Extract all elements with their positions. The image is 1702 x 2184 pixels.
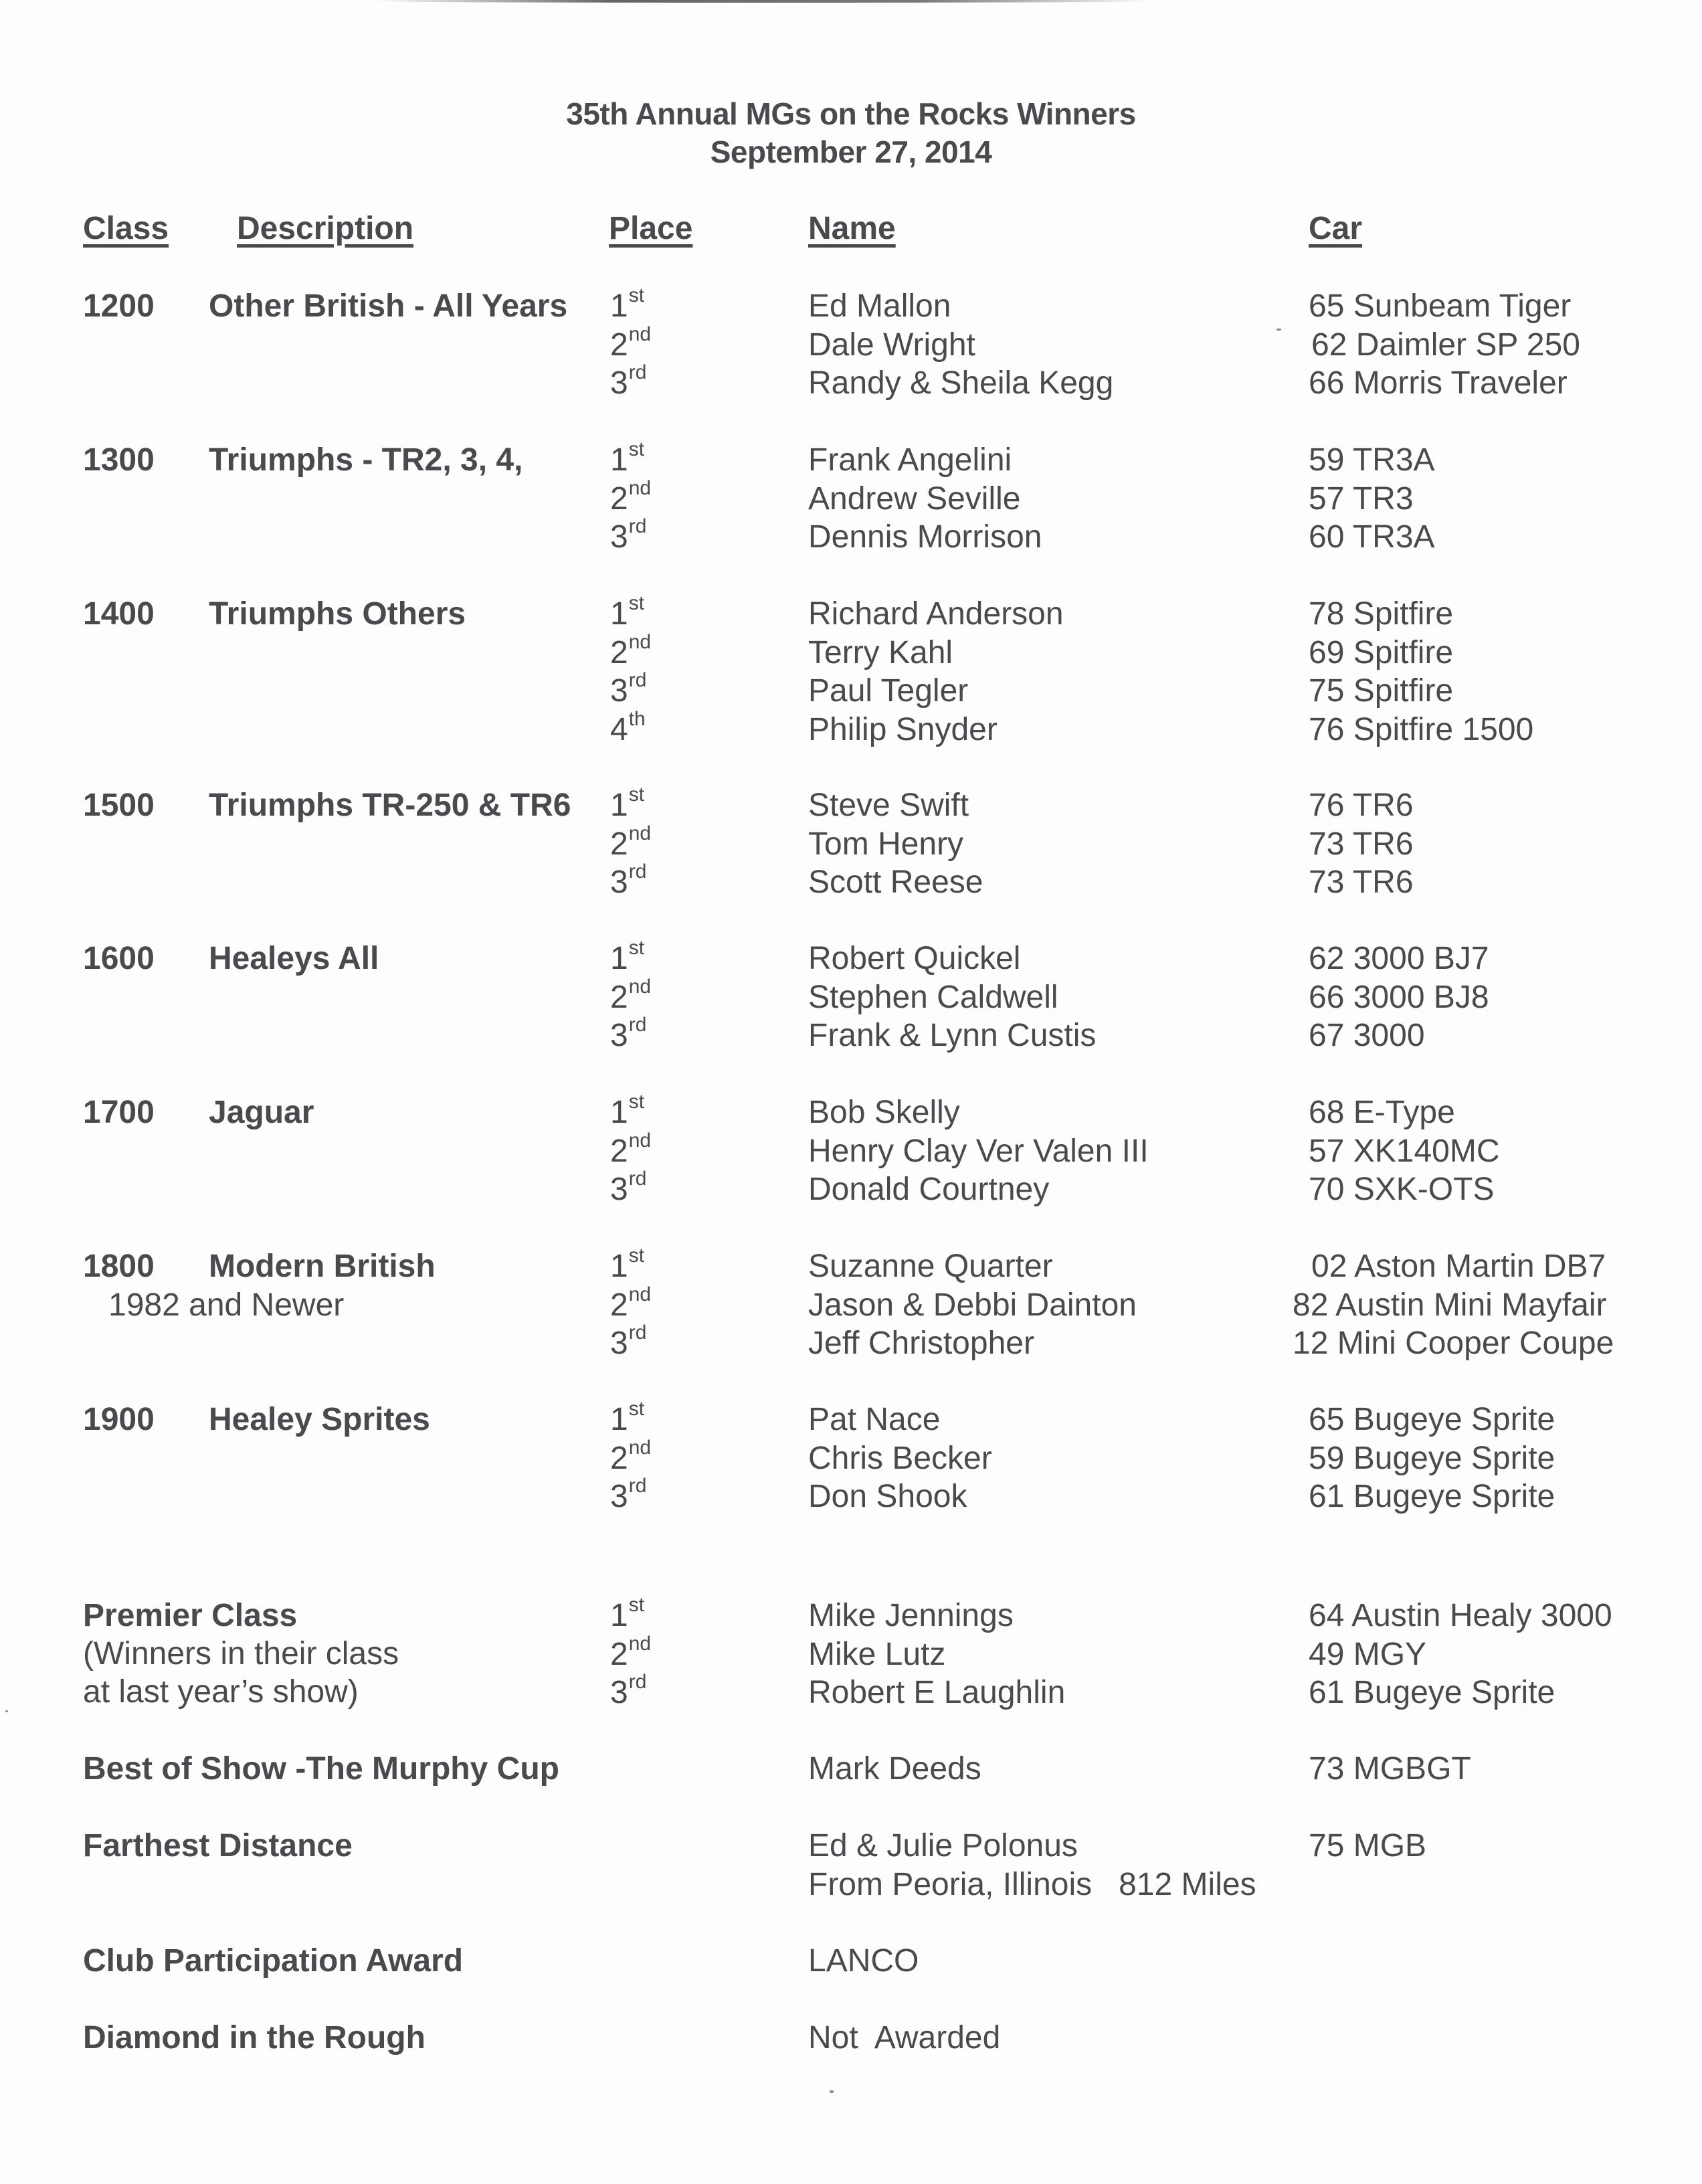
place-number: 2 xyxy=(610,1133,628,1169)
winner-car: 62 Daimler SP 250 xyxy=(1311,327,1580,363)
place-number: 2 xyxy=(610,1440,628,1476)
winner-name: Randy & Sheila Kegg xyxy=(808,365,1114,401)
class-code: 1900 xyxy=(83,1402,155,1437)
award-car: 73 MGBGT xyxy=(1309,1751,1471,1787)
winner-name: Mike Jennings xyxy=(808,1598,1014,1633)
class-code: 1200 xyxy=(83,288,155,324)
document-date: September 27, 2014 xyxy=(710,134,992,169)
place-number: 1 xyxy=(610,288,628,324)
winner-car: 73 TR6 xyxy=(1309,826,1414,862)
place-label xyxy=(610,975,652,1016)
place-suffix: nd xyxy=(628,822,652,844)
winner-name: Pat Nace xyxy=(808,1402,941,1437)
place-label xyxy=(610,1283,652,1324)
winner-car: 73 TR6 xyxy=(1309,864,1414,900)
place-label xyxy=(610,1168,647,1208)
class-code: 1500 xyxy=(83,788,155,823)
place-label xyxy=(610,1436,652,1477)
award-recipient: Mark Deeds xyxy=(808,1751,981,1787)
winner-car: 59 TR3A xyxy=(1309,442,1435,478)
winner-name: Mike Lutz xyxy=(808,1636,946,1672)
place-label xyxy=(610,1632,652,1673)
place-suffix: st xyxy=(628,592,645,614)
winner-car: 67 3000 xyxy=(1309,1018,1425,1053)
premier-note-line2: at last year’s show) xyxy=(83,1674,359,1710)
winner-car: 70 SXK-OTS xyxy=(1309,1172,1495,1207)
place-number: 3 xyxy=(610,365,628,401)
place-label xyxy=(610,1014,647,1054)
place-number: 1 xyxy=(610,1598,628,1633)
award-recipient: Ed & Julie Polonus xyxy=(808,1828,1078,1863)
place-label xyxy=(610,1245,645,1285)
place-number: 3 xyxy=(610,864,628,900)
column-header-place: Place xyxy=(609,211,693,246)
place-label xyxy=(610,284,645,325)
place-label xyxy=(610,860,647,901)
class-code: 1700 xyxy=(83,1095,155,1130)
winner-name: Dale Wright xyxy=(808,327,975,363)
place-number: 1 xyxy=(610,1095,628,1130)
class-subdescription: 1982 and Newer xyxy=(108,1287,345,1323)
winner-name: Scott Reese xyxy=(808,864,983,900)
winner-car: 75 Spitfire xyxy=(1309,673,1454,709)
winner-name: Henry Clay Ver Valen III xyxy=(808,1133,1149,1169)
winner-name: Donald Courtney xyxy=(808,1172,1050,1207)
winner-name: Ed Mallon xyxy=(808,288,951,324)
place-number: 3 xyxy=(610,1172,628,1207)
place-label xyxy=(610,1322,647,1362)
winner-name: Frank Angelini xyxy=(808,442,1012,478)
winner-name: Jason & Debbi Dainton xyxy=(808,1287,1137,1323)
place-label xyxy=(610,515,647,555)
winner-name: Bob Skelly xyxy=(808,1095,960,1130)
place-label xyxy=(610,361,647,401)
winner-name: Jeff Christopher xyxy=(808,1326,1034,1361)
scan-speck xyxy=(1276,329,1281,331)
class-code: 1400 xyxy=(83,596,155,632)
place-suffix: st xyxy=(628,1091,645,1113)
place-suffix: th xyxy=(628,707,646,730)
winner-name: Chris Becker xyxy=(808,1440,992,1476)
winner-car: 65 Sunbeam Tiger xyxy=(1309,288,1572,324)
class-description: Triumphs - TR2, 3, 4, xyxy=(209,442,523,478)
place-suffix: rd xyxy=(628,1322,647,1344)
winner-name: Philip Snyder xyxy=(808,711,998,747)
column-header-description: Description xyxy=(237,211,414,246)
winner-name: Andrew Seville xyxy=(808,480,1021,517)
winner-car: 66 Morris Traveler xyxy=(1309,365,1568,401)
winner-car: 66 3000 BJ8 xyxy=(1309,979,1489,1015)
document-title: 35th Annual MGs on the Rocks Winners xyxy=(566,96,1136,131)
place-number: 2 xyxy=(610,826,628,862)
winner-car: 62 3000 BJ7 xyxy=(1309,941,1489,976)
place-number: 3 xyxy=(610,1675,628,1710)
place-suffix: nd xyxy=(628,323,652,345)
place-suffix: nd xyxy=(628,975,652,998)
place-suffix: rd xyxy=(628,1671,647,1693)
scan-speck xyxy=(5,1710,8,1712)
winner-name: Robert E Laughlin xyxy=(808,1675,1066,1710)
award-recipient: LANCO xyxy=(808,1943,919,1979)
winner-car: 69 Spitfire xyxy=(1309,634,1454,670)
award-detail: From Peoria, Illinois 812 Miles xyxy=(808,1866,1256,1902)
class-code: 1600 xyxy=(83,941,155,976)
place-number: 3 xyxy=(610,519,628,555)
place-number: 1 xyxy=(610,442,628,478)
place-suffix: rd xyxy=(628,669,647,691)
class-description: Healey Sprites xyxy=(209,1402,430,1437)
place-label xyxy=(610,1475,647,1515)
place-label xyxy=(610,592,645,632)
place-number: 3 xyxy=(610,673,628,709)
place-label xyxy=(610,784,645,824)
winner-name: Suzanne Quarter xyxy=(808,1249,1053,1284)
place-suffix: nd xyxy=(628,1632,652,1655)
winner-car: 57 TR3 xyxy=(1309,480,1414,517)
winner-car: 61 Bugeye Sprite xyxy=(1309,1675,1555,1710)
winner-car: 76 TR6 xyxy=(1309,788,1414,823)
winner-car: 49 MGY xyxy=(1309,1636,1427,1672)
place-suffix: rd xyxy=(628,1168,647,1190)
winner-car: 61 Bugeye Sprite xyxy=(1309,1479,1555,1514)
place-suffix: rd xyxy=(628,860,647,883)
winner-car: 65 Bugeye Sprite xyxy=(1309,1402,1555,1437)
class-description: Triumphs Others xyxy=(209,596,466,632)
award-title: Club Participation Award xyxy=(83,1943,464,1979)
place-label xyxy=(610,1129,652,1170)
place-suffix: st xyxy=(628,1398,645,1420)
class-description: Healeys All xyxy=(209,941,379,976)
award-title: Diamond in the Rough xyxy=(83,2020,426,2056)
place-label xyxy=(610,630,652,671)
place-number: 1 xyxy=(610,1402,628,1437)
place-number: 2 xyxy=(610,1636,628,1672)
place-number: 3 xyxy=(610,1326,628,1361)
class-description: Other British - All Years xyxy=(209,288,568,324)
place-suffix: st xyxy=(628,1245,645,1267)
place-suffix: nd xyxy=(628,1129,652,1152)
award-title: Farthest Distance xyxy=(83,1828,353,1863)
winner-name: Frank & Lynn Custis xyxy=(808,1018,1097,1053)
place-label xyxy=(610,822,652,862)
place-label xyxy=(610,476,652,517)
winner-car: 76 Spitfire 1500 xyxy=(1309,711,1534,747)
winner-name: Tom Henry xyxy=(808,826,964,862)
place-suffix: nd xyxy=(628,476,652,499)
class-code: 1300 xyxy=(83,442,155,478)
winner-car: 78 Spitfire xyxy=(1309,596,1454,632)
winner-car: 64 Austin Healy 3000 xyxy=(1309,1598,1612,1633)
place-number: 1 xyxy=(610,941,628,976)
winner-name: Richard Anderson xyxy=(808,596,1064,632)
place-label xyxy=(610,1594,645,1634)
place-label xyxy=(610,937,645,977)
place-number: 4 xyxy=(610,711,628,747)
place-suffix: rd xyxy=(628,361,647,383)
place-suffix: st xyxy=(628,284,645,306)
place-number: 3 xyxy=(610,1479,628,1514)
place-suffix: rd xyxy=(628,1014,647,1036)
winner-name: Terry Kahl xyxy=(808,634,953,670)
place-number: 2 xyxy=(610,979,628,1015)
place-number: 2 xyxy=(610,480,628,517)
place-suffix: st xyxy=(628,784,645,806)
winner-name: Paul Tegler xyxy=(808,673,969,709)
place-suffix: nd xyxy=(628,1436,652,1459)
winner-car: 60 TR3A xyxy=(1309,519,1435,555)
place-suffix: st xyxy=(628,1594,645,1616)
premier-title: Premier Class xyxy=(83,1598,298,1633)
winner-car: 68 E-Type xyxy=(1309,1095,1455,1130)
winner-car: 57 XK140MC xyxy=(1309,1133,1500,1169)
place-number: 2 xyxy=(610,1287,628,1323)
class-description: Jaguar xyxy=(209,1095,314,1130)
place-number: 3 xyxy=(610,1018,628,1053)
place-suffix: nd xyxy=(628,630,652,653)
column-header-car: Car xyxy=(1309,211,1363,246)
place-number: 1 xyxy=(610,788,628,823)
place-number: 1 xyxy=(610,1249,628,1284)
place-number: 2 xyxy=(610,634,628,670)
winner-name: Steve Swift xyxy=(808,788,969,823)
class-description: Triumphs TR-250 & TR6 xyxy=(209,788,571,823)
place-suffix: rd xyxy=(628,1475,647,1497)
award-recipient: Not Awarded xyxy=(808,2020,1001,2056)
winner-car: 02 Aston Martin DB7 xyxy=(1311,1249,1606,1284)
winner-car: 12 Mini Cooper Coupe xyxy=(1293,1326,1614,1361)
place-number: 1 xyxy=(610,596,628,632)
award-title: Best of Show -The Murphy Cup xyxy=(83,1751,559,1787)
place-label xyxy=(610,707,646,748)
place-suffix: st xyxy=(628,937,645,959)
scan-speck xyxy=(830,2090,834,2093)
place-label xyxy=(610,669,647,709)
scan-edge-shadow xyxy=(375,0,1151,3)
place-number: 2 xyxy=(610,327,628,363)
place-label xyxy=(610,1398,645,1438)
premier-note-line1: (Winners in their class xyxy=(83,1636,399,1671)
column-header-class: Class xyxy=(83,211,169,246)
place-label xyxy=(610,1671,647,1711)
winner-name: Don Shook xyxy=(808,1479,967,1514)
class-description: Modern British xyxy=(209,1249,436,1284)
winner-name: Stephen Caldwell xyxy=(808,979,1058,1015)
place-label xyxy=(610,438,645,478)
place-suffix: nd xyxy=(628,1283,652,1305)
place-suffix: st xyxy=(628,438,645,460)
winner-name: Dennis Morrison xyxy=(808,519,1042,555)
winner-car: 59 Bugeye Sprite xyxy=(1309,1440,1555,1476)
winner-name: Robert Quickel xyxy=(808,941,1021,976)
place-label xyxy=(610,323,652,363)
class-code: 1800 xyxy=(83,1249,155,1284)
place-suffix: rd xyxy=(628,515,647,537)
place-label xyxy=(610,1091,645,1131)
winner-car: 82 Austin Mini Mayfair xyxy=(1293,1287,1607,1323)
award-car: 75 MGB xyxy=(1309,1828,1427,1863)
column-header-name: Name xyxy=(808,211,896,246)
